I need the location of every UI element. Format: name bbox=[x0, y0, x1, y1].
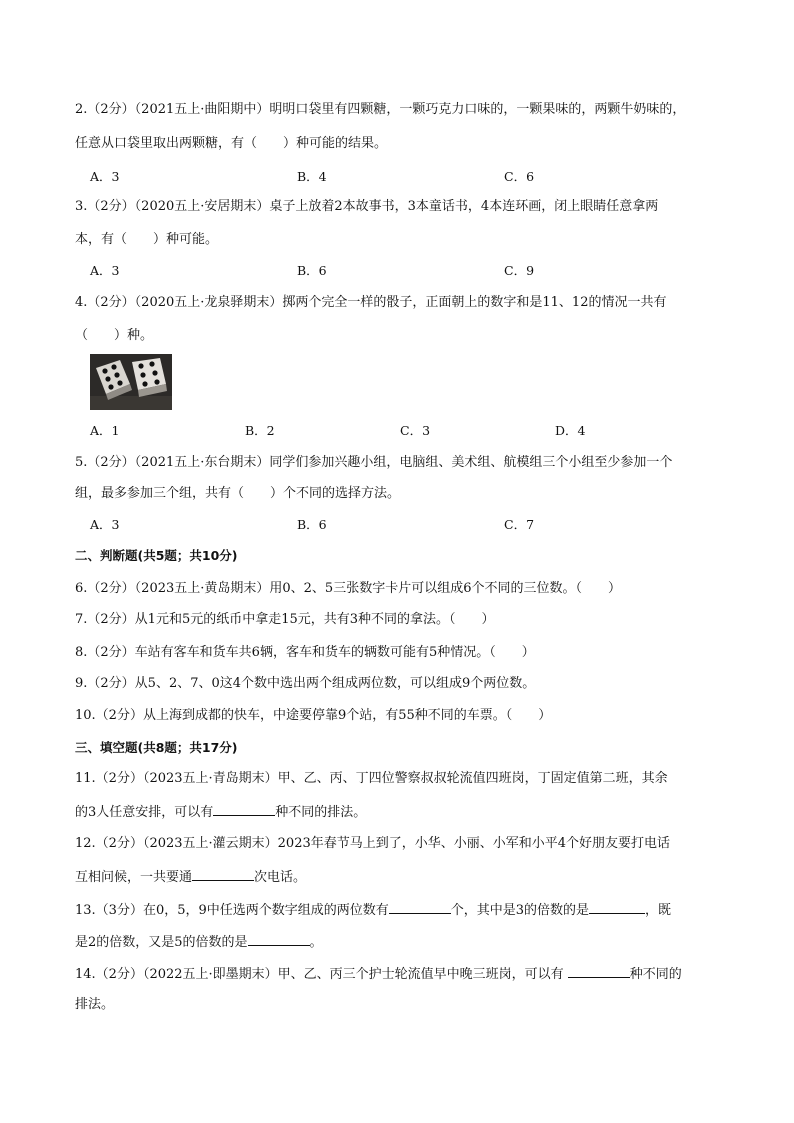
question-12-text-after: 次电话。 bbox=[254, 870, 307, 885]
question-10: 10.（2分）从上海到成都的快车，中途要停靠9个站，有55种不同的车票。（ ） bbox=[75, 708, 552, 723]
question-4-line-1: 4.（2分）（2020五上·龙泉驿期末）掷两个完全一样的骰子，正面朝上的数字和是11、12的情况一共有 bbox=[75, 295, 667, 310]
question-4-line-2: （ ）种。 bbox=[75, 328, 154, 343]
question-5-option-a: A．3 bbox=[90, 517, 120, 532]
question-3-option-c: C．9 bbox=[504, 263, 535, 278]
question-13-text-5: 。 bbox=[309, 935, 323, 950]
question-7: 7.（2分）从1元和5元的纸币中拿走15元，共有3种不同的拿法。（ ） bbox=[75, 612, 495, 627]
answer-blank[interactable] bbox=[589, 899, 645, 914]
question-4-option-d: D．4 bbox=[555, 423, 586, 438]
question-12-line-2 bbox=[75, 866, 306, 888]
question-9: 9.（2分）从5、2、7、0这4个数中选出两个组成两位数，可以组成9个两位数。 bbox=[75, 676, 536, 691]
question-3-line-1: 3.（2分）（2020五上·安居期末）桌子上放着2本故事书，3本童话书，4本连环画，闭上眼睛任意拿两 bbox=[75, 199, 659, 214]
question-13-line-1 bbox=[75, 899, 671, 921]
question-12-text-before: 互相问候，一共要通 bbox=[75, 870, 193, 885]
question-13-text-4: 是2的倍数，又是5的倍数的是 bbox=[75, 935, 248, 950]
question-3-option-a: A．3 bbox=[90, 263, 120, 278]
question-4-option-b: B．2 bbox=[245, 423, 275, 438]
question-2-option-b: B．4 bbox=[297, 169, 327, 184]
question-11-line-1: 11.（2分）（2023五上·青岛期末）甲、乙、丙、丁四位警察叔叔轮流值四班岗，丁固定值第二班，其余 bbox=[75, 771, 668, 786]
question-4-option-c: C．3 bbox=[400, 423, 431, 438]
question-8: 8.（2分）车站有客车和货车共6辆，客车和货车的辆数可能有5种情况。（ ） bbox=[75, 645, 535, 660]
answer-blank[interactable] bbox=[213, 801, 275, 816]
question-11-line-2 bbox=[75, 801, 366, 823]
answer-blank[interactable] bbox=[389, 899, 451, 914]
question-13-text-1: 13.（3分）在0，5，9中任选两个数字组成的两位数有 bbox=[75, 903, 389, 918]
question-5-line-1: 5.（2分）（2021五上·东台期末）同学们参加兴趣小组，电脑组、美术组、航模组三个小组至少参加一个 bbox=[75, 455, 673, 470]
question-11-text-before: 的3人任意安排，可以有 bbox=[75, 805, 214, 820]
question-14-line-2: 排法。 bbox=[75, 997, 115, 1012]
question-5-option-b: B．6 bbox=[297, 517, 327, 532]
question-2-line-2: 任意从口袋里取出两颗糖，有（ ）种可能的结果。 bbox=[75, 136, 388, 151]
question-2-option-c: C．6 bbox=[504, 169, 535, 184]
question-13-text-3: ，既 bbox=[645, 903, 672, 918]
question-2-line-1: 2.（2分）（2021五上·曲阳期中）明明口袋里有四颗糖，一颗巧克力口味的，一颗果味的，两颗牛奶味的， bbox=[75, 102, 686, 117]
question-13-text-2: 个，其中是3的倍数的是 bbox=[450, 903, 590, 918]
question-6: 6.（2分）（2023五上·黄岛期末）用0、2、5三张数字卡片可以组成6个不同的三位数。（ ） bbox=[75, 581, 621, 596]
question-14-text-2: 种不同的 bbox=[629, 967, 682, 982]
question-13-line-2 bbox=[75, 931, 323, 953]
question-12-line-1: 12.（2分）（2023五上·灌云期末）2023年春节马上到了，小华、小丽、小军和小平4个好朋友要打电话 bbox=[75, 836, 671, 851]
question-5-line-2: 组，最多参加三个组，共有（ ）个不同的选择方法。 bbox=[75, 486, 401, 501]
question-3-line-2: 本，有（ ）种可能。 bbox=[75, 232, 219, 247]
answer-blank[interactable] bbox=[568, 963, 630, 978]
section-3-heading: 三、填空题(共8题；共17分) bbox=[75, 740, 238, 755]
question-11-text-after: 种不同的排法。 bbox=[275, 805, 367, 820]
question-2-option-a: A．3 bbox=[90, 169, 120, 184]
question-14-text-1: 14.（2分）（2022五上·即墨期末）甲、乙、丙三个护士轮流值早中晚三班岗，可以有 bbox=[75, 967, 568, 982]
question-4-option-a: A．1 bbox=[90, 423, 120, 438]
answer-blank[interactable] bbox=[192, 866, 254, 881]
question-5-option-c: C．7 bbox=[504, 517, 535, 532]
question-14-line-1 bbox=[75, 963, 682, 985]
dice-image bbox=[90, 354, 172, 410]
answer-blank[interactable] bbox=[248, 931, 310, 946]
question-3-option-b: B．6 bbox=[297, 263, 327, 278]
section-2-heading: 二、判断题(共5题；共10分) bbox=[75, 548, 238, 563]
